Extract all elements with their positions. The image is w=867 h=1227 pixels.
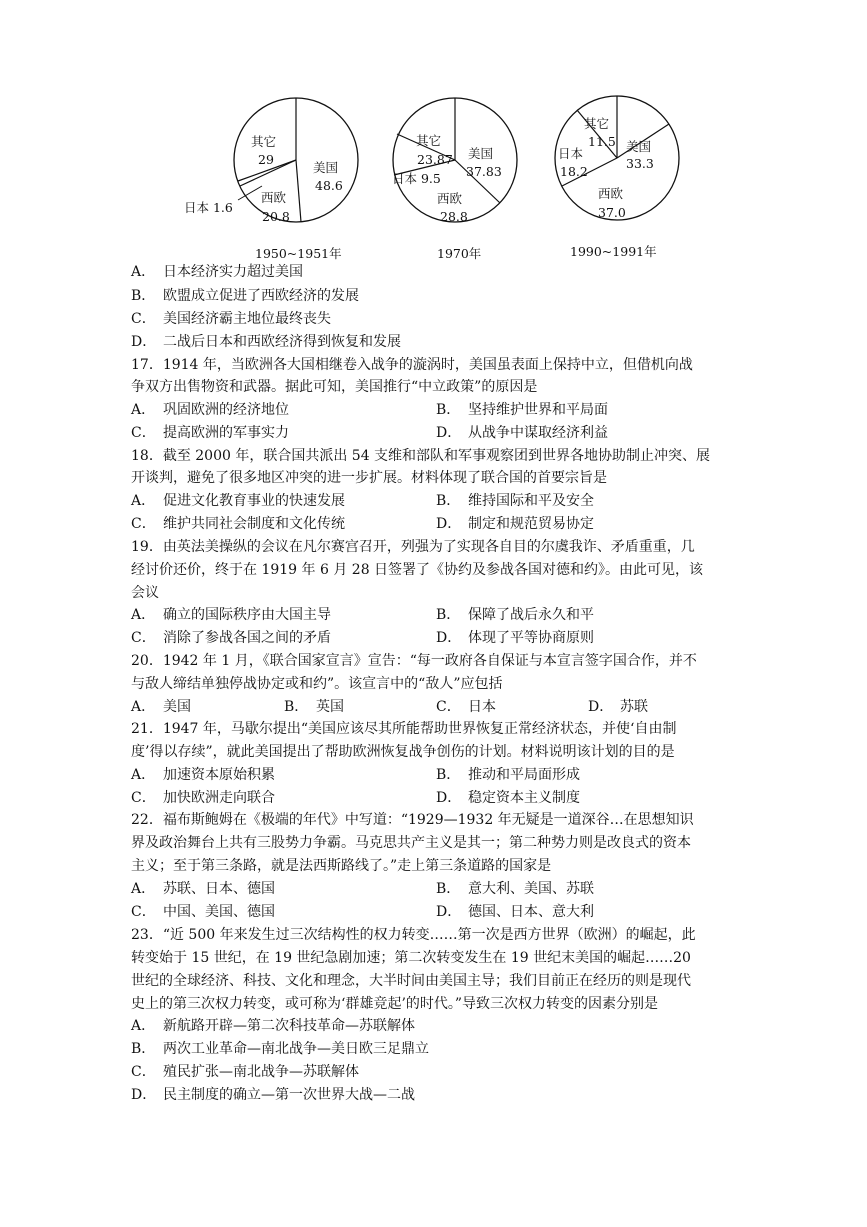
question-stem: 21．1947 年，马歇尔提出“美国应该尽其所能帮助世界恢复正常经济状态，并使‘自由制 [131, 721, 677, 737]
option-b[interactable]: B． 两次工业革命—南北战争—美日欧三足鼎立 [131, 1041, 429, 1057]
option-c[interactable]: C． 提高欧洲的军事实力 [131, 425, 289, 441]
slice-value-other: 23.87 [417, 152, 453, 167]
slice-value-us: 37.83 [466, 164, 502, 179]
pie-charts-figure [0, 0, 867, 270]
question-stem: 度’得以存续”，就此美国提出了帮助欧洲恢复战争创伤的计划。材料说明该计划的目的是 [131, 744, 675, 760]
option-c[interactable]: C． 加快欧洲走向联合 [131, 790, 275, 806]
chart-caption-1970: 1970年 [437, 246, 482, 261]
slice-label-we: 西欧 [598, 186, 624, 201]
slice-value-japan: 18.2 [560, 164, 588, 179]
option-a[interactable]: A． 加速资本原始积累 [131, 767, 275, 783]
option-a[interactable]: A． 促进文化教育事业的快速发展 [131, 493, 345, 509]
question-stem: 开谈判，避免了很多地区冲突的进一步扩展。材料体现了联合国的首要宗旨是 [131, 470, 607, 486]
option-c[interactable]: C． 消除了参战各国之间的矛盾 [131, 630, 331, 646]
option-b[interactable]: B． 坚持维护世界和平局面 [436, 402, 608, 418]
option-d[interactable]: D． 从战争中谋取经济利益 [436, 425, 608, 441]
slice-label-we: 西欧 [437, 191, 463, 206]
option-b[interactable]: B． 推动和平局面形成 [436, 767, 580, 783]
option-c[interactable]: C． 日本 [436, 699, 496, 715]
slice-label-japan: 日本 9.5 [392, 171, 441, 186]
slice-value-other: 11.5 [588, 134, 616, 149]
option-d[interactable]: D． 二战后日本和西欧经济得到恢复和发展 [131, 334, 401, 350]
slice-label-japan: 日本 1.6 [184, 200, 233, 215]
option-a[interactable]: A． 新航路开辟—第二次科技革命—苏联解体 [131, 1018, 415, 1034]
question-stem: 18．截至 2000 年，联合国共派出 54 支维和部队和军事观察团到世界各地协助制止冲突、展 [131, 448, 711, 464]
slice-label-other: 其它 [416, 133, 442, 148]
option-d[interactable]: D． 稳定资本主义制度 [436, 790, 580, 806]
question-stem: 经讨价还价，终于在 1919 年 6 月 28 日签署了《协约及参战各国对德和约》。由此可见，该 [131, 562, 704, 578]
option-c[interactable]: C． 美国经济霸主地位最终丧失 [131, 311, 331, 327]
question-stem: 20．1942 年 1 月，《联合国家宣言》宣告：“每一政府各自保证与本宣言签字国合作，并不 [131, 653, 697, 669]
option-a[interactable]: A． 巩固欧洲的经济地位 [131, 402, 289, 418]
question-stem: 19．由英法美操纵的会议在凡尔赛宫召开，列强为了实现各自目的尔虞我诈、矛盾重重，几 [131, 539, 695, 555]
option-b[interactable]: B． 欧盟成立促进了西欧经济的发展 [131, 288, 359, 304]
question-stem: 与敌人缔结单独停战协定或和约”。该宣言中的“敌人”应包括 [131, 676, 503, 692]
option-a[interactable]: A． 苏联、日本、德国 [131, 881, 275, 897]
question-stem: 22．福布斯鲍姆在《极端的年代》中写道：“1929—1932 年无疑是一道深谷…在思想知识 [131, 812, 694, 828]
question-stem: 史上的第三次权力转变，或可称为‘群雄竞起’的时代。”导致三次权力转变的因素分别是 [131, 996, 659, 1012]
option-c[interactable]: C． 维护共同社会制度和文化传统 [131, 516, 345, 532]
leader-line [238, 186, 262, 200]
option-a[interactable]: A． 美国 [131, 699, 191, 715]
question-stem: 会议 [131, 585, 159, 601]
pie-chart-1990 [555, 96, 679, 259]
option-b[interactable]: B． 维持国际和平及安全 [436, 493, 594, 509]
question-stem: 世纪的全球经济、科技、文化和理念，大半时间由美国主导；我们目前正在经历的则是现代 [131, 973, 691, 989]
slice-label-other: 其它 [584, 116, 610, 131]
option-a[interactable]: A． 确立的国际秩序由大国主导 [131, 607, 331, 623]
option-b[interactable]: B． 保障了战后永久和平 [436, 607, 594, 623]
option-d[interactable]: D． 德国、日本、意大利 [436, 904, 594, 920]
slice-value-we: 37.0 [598, 205, 626, 220]
question-stem: 主义；至于第三条路，就是法西斯路线了。”走上第三条道路的国家是 [131, 858, 552, 874]
question-stem: 转变始于 15 世纪，在 19 世纪急剧加速；第二次转变发生在 19 世纪末美国的崛起……20 [131, 950, 691, 966]
option-b[interactable]: B． 英国 [284, 699, 344, 715]
chart-caption-1950: 1950~1951年 [255, 246, 342, 261]
slice-value-other: 29 [258, 152, 274, 167]
option-d[interactable]: D． 制定和规范贸易协定 [436, 516, 594, 532]
slice-value-us: 48.6 [315, 178, 343, 193]
slice-label-us: 美国 [468, 146, 494, 161]
option-d[interactable]: D． 体现了平等协商原则 [436, 630, 594, 646]
slice-label-we: 西欧 [261, 190, 287, 205]
slice-label-us: 美国 [313, 160, 339, 175]
slice-label-other: 其它 [251, 134, 277, 149]
pie-chart-1970 [392, 98, 517, 261]
slice-value-we: 28.8 [440, 209, 468, 224]
question-stem: 争双方出售物资和武器。据此可知，美国推行“中立政策”的原因是 [131, 379, 538, 395]
option-b[interactable]: B． 意大利、美国、苏联 [436, 881, 594, 897]
option-c[interactable]: C． 中国、美国、德国 [131, 904, 275, 920]
slice-boundary [296, 160, 301, 222]
slice-value-we: 20.8 [262, 209, 290, 224]
slice-label-japan: 日本 [558, 146, 584, 161]
slice-value-us: 33.3 [626, 156, 654, 171]
option-c[interactable]: C． 殖民扩张—南北战争—苏联解体 [131, 1064, 359, 1080]
option-a[interactable]: A． 日本经济实力超过美国 [131, 264, 303, 280]
question-stem: 23．“近 500 年来发生过三次结构性的权力转变……第一次是西方世界（欧洲）的崛起，此 [131, 927, 696, 943]
chart-caption-1990: 1990~1991年 [570, 244, 657, 259]
slice-label-us: 美国 [626, 139, 652, 154]
option-d[interactable]: D． 苏联 [588, 699, 648, 715]
question-stem: 界及政治舞台上共有三股势力争霸。马克思共产主义是其一；第二种势力则是改良式的资本 [131, 835, 691, 851]
pie-chart-1950 [184, 98, 358, 261]
option-d[interactable]: D． 民主制度的确立—第一次世界大战—二战 [131, 1087, 415, 1103]
question-stem: 17．1914 年，当欧洲各大国相继卷入战争的漩涡时，美国虽表面上保持中立，但借机向战 [131, 357, 693, 373]
